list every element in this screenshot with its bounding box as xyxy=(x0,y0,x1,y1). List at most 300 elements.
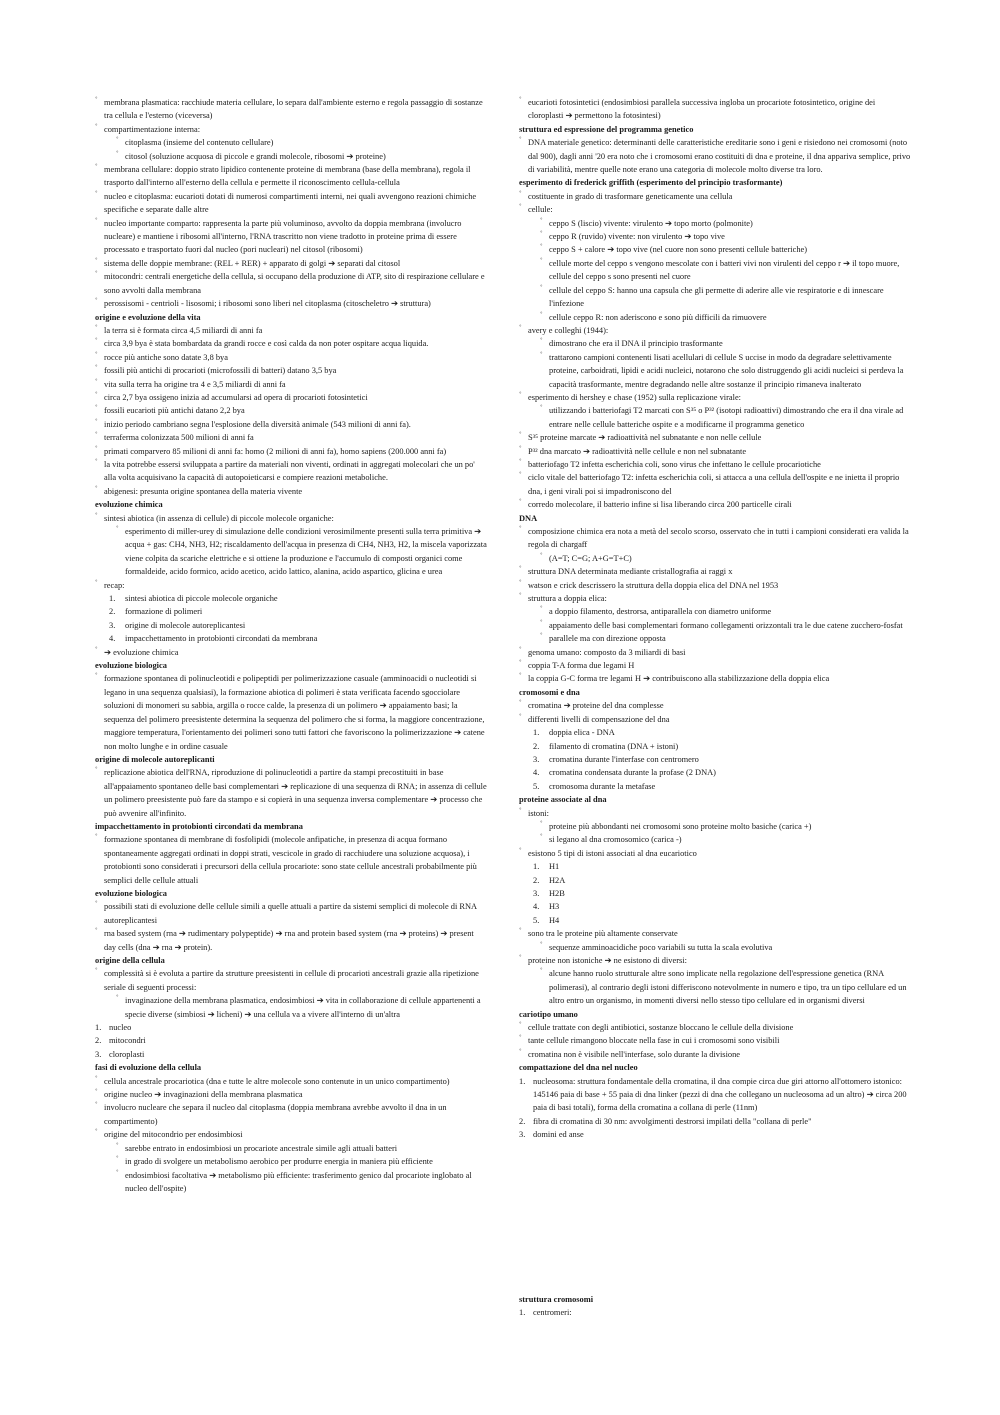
bullet-icon: ˚ xyxy=(519,498,522,508)
numbered-item xyxy=(519,1075,911,1115)
numbered-item xyxy=(519,753,911,766)
bullet-icon: ˚ xyxy=(95,927,98,937)
bullet-icon: ˚ xyxy=(116,525,119,534)
sub-bullet-item xyxy=(519,941,911,954)
bullet-item xyxy=(519,324,911,337)
bullet-icon: ˚ xyxy=(519,578,522,588)
section-heading-text: impacchettamento in protobionti circondati da membrana xyxy=(95,821,303,831)
bullet-text: fossili più antichi di procarioti (microfossili di batteri) datano 3,5 bya xyxy=(104,366,337,376)
numbered-item xyxy=(519,1306,911,1319)
bullet-icon: ˚ xyxy=(519,592,522,602)
numbered-text: H4 xyxy=(549,915,560,925)
bullet-icon: ˚ xyxy=(519,1047,522,1057)
bullet-text: corredo molecolare, il batterio infine si lisa liberando circa 200 particelle cirali xyxy=(528,500,792,510)
bullet-text: genoma umano: composto da 3 miliardi di basi xyxy=(528,647,686,657)
numbered-text: cromosoma durante la metafase xyxy=(549,781,656,791)
bullet-text: watson e crick descrissero la struttura della doppia elica del DNA nel 1953 xyxy=(528,580,779,590)
numbered-text: cloroplasti xyxy=(109,1049,145,1059)
bullet-icon: ˚ xyxy=(519,203,522,213)
numbered-text: H3 xyxy=(549,902,560,912)
bullet-icon: ˚ xyxy=(95,390,98,400)
bullet-icon: ˚ xyxy=(95,1128,98,1138)
sub-bullet-item xyxy=(519,820,911,833)
right-column xyxy=(519,96,911,1142)
bullet-text: nucleo e citoplasma: eucarioti dotati di numerosi compartimenti interni, nei quali avvengono reazioni chimiche specifiche e separate dalle altre xyxy=(104,191,477,215)
bullet-icon: ˚ xyxy=(116,136,119,146)
bullet-item xyxy=(95,1075,487,1088)
bullet-icon: ˚ xyxy=(95,377,98,387)
sub-bullet-item xyxy=(95,150,487,163)
bullet-text: compartimentazione interna: xyxy=(104,124,201,134)
numbered-item xyxy=(95,1021,487,1034)
numbered-item xyxy=(95,1048,487,1061)
bullet-item xyxy=(519,672,911,685)
numbered-item xyxy=(519,1128,911,1141)
numbered-text: mitocondri xyxy=(109,1036,146,1046)
bullet-item xyxy=(519,203,911,216)
bullet-text: struttura DNA determinata mediante cristallografia ai raggi x xyxy=(528,567,733,577)
bullet-text: citosol (soluzione acquosa di piccole e grandi molecole, ribosomi ➔ proteine) xyxy=(125,151,386,161)
bullet-icon: ˚ xyxy=(95,1074,98,1084)
numbered-item xyxy=(95,619,487,632)
bullet-item xyxy=(95,1088,487,1101)
item-number: 3. xyxy=(95,1049,102,1059)
item-number: 4. xyxy=(533,768,540,778)
bullet-text: appaiamento delle basi complementari formano collegamenti orizzontali tra le due catene zucchero-fosfat xyxy=(549,620,903,630)
bullet-text: differenti livelli di compensazione del dna xyxy=(528,714,670,724)
numbered-text: centromeri: xyxy=(533,1308,572,1318)
bullet-item xyxy=(95,646,487,659)
bullet-icon: ˚ xyxy=(519,712,522,722)
item-number: 3. xyxy=(533,754,540,764)
bullet-item xyxy=(95,337,487,350)
sub-bullet-item xyxy=(519,404,911,431)
bullet-icon: ˚ xyxy=(95,163,98,173)
bullet-icon: ˚ xyxy=(540,310,543,320)
bullet-text: costituente in grado di trasformare geneticamente una cellula xyxy=(528,191,733,201)
bullet-text: cellula ancestrale procariotica (dna e tutte le altre molecole sono contenute in un unico compartimento) xyxy=(104,1076,450,1086)
bullet-icon: ˚ xyxy=(116,1141,119,1151)
bullet-icon: ˚ xyxy=(95,404,98,414)
section-heading xyxy=(95,820,487,833)
bullet-item xyxy=(519,713,911,726)
bullet-text: primati comparvero 85 milioni di anni fa: homo (2 milioni di anni fa), homo sapiens (200.000 anni fa) xyxy=(104,446,447,456)
bullet-icon: ˚ xyxy=(519,954,522,963)
bullet-icon: ˚ xyxy=(95,417,98,427)
bullet-icon: ˚ xyxy=(95,645,98,655)
sub-bullet-item xyxy=(519,605,911,618)
sub-bullet-item xyxy=(519,632,911,645)
bullet-icon: ˚ xyxy=(540,350,543,360)
section-heading-text: origine di molecole autoreplicanti xyxy=(95,754,215,764)
bullet-text: la terra si è formata circa 4,5 miliardi di anni fa xyxy=(104,325,263,335)
bullet-icon: ˚ xyxy=(519,1034,522,1044)
bullet-icon: ˚ xyxy=(116,1155,119,1165)
bullet-icon: ˚ xyxy=(95,216,98,226)
bullet-icon: ˚ xyxy=(519,457,522,467)
numbered-item xyxy=(519,740,911,753)
numbered-text: nucleo xyxy=(109,1023,132,1033)
bullet-icon: ˚ xyxy=(540,243,543,253)
right-column-bottom xyxy=(519,1293,911,1320)
bullet-text: circa 3,9 bya è stata bombardata da grandi rocce e così calda da non poter ospitare acqua liquida. xyxy=(104,339,429,349)
bullet-icon: ˚ xyxy=(95,350,98,360)
bullet-icon: ˚ xyxy=(540,256,543,266)
section-heading-text: compattazione del dna nel nucleo xyxy=(519,1063,638,1073)
bullet-text: esperimento di hershey e chase (1952) sulla replicazione virale: xyxy=(528,392,742,402)
bullet-item xyxy=(519,136,911,176)
section-heading xyxy=(95,887,487,900)
numbered-item xyxy=(519,766,911,779)
section-heading xyxy=(95,954,487,967)
bullet-text: formazione spontanea di membrane di fosfolipidi (molecole anfipatiche, in presenza di acqua formano spontaneamente aggregati ordinati in doppi strati, vescicole in grado di racchiudere una soluzione acquosa), i protobionti sono considerati i precursori della cellula procariote: sono state cellule ancestrali probabilmente più semplici delle cellule attuali xyxy=(104,835,477,885)
bullet-icon: ˚ xyxy=(519,846,522,856)
bullet-item xyxy=(95,1128,487,1141)
bullet-icon: ˚ xyxy=(95,122,98,132)
bullet-text: rocce più antiche sono datate 3,8 bya xyxy=(104,352,228,362)
bullet-text: terraferma colonizzata 500 milioni di anni fa xyxy=(104,433,254,443)
bullet-icon: ˚ xyxy=(95,189,98,199)
bullet-text: endosimbiosi facoltativa ➔ metabolismo più efficiente: trasferimento genico dal procariote inglobato al nucleo dell'ospite) xyxy=(125,1170,472,1193)
numbered-item xyxy=(95,632,487,645)
bullet-icon: ˚ xyxy=(540,551,543,561)
bullet-icon: ˚ xyxy=(519,471,522,481)
bullet-item xyxy=(519,579,911,592)
bullet-item xyxy=(95,404,487,417)
bullet-item xyxy=(519,659,911,672)
numbered-item xyxy=(95,605,487,618)
bullet-item xyxy=(95,163,487,190)
section-heading xyxy=(519,1008,911,1021)
bullet-icon: ˚ xyxy=(519,189,522,199)
numbered-text: formazione di polimeri xyxy=(125,607,203,617)
numbered-text: doppia elica - DNA xyxy=(549,728,615,738)
bullet-icon: ˚ xyxy=(95,578,98,588)
bullet-text: complessità si è evoluta a partire da strutture preesistenti in cellule di procarioti ancestrali grazie alla ripetizione seriale di seguenti processi: xyxy=(104,969,479,992)
bullet-icon: ˚ xyxy=(519,96,522,105)
bullet-item xyxy=(95,324,487,337)
bullet-text: recap: xyxy=(104,580,125,590)
bullet-icon: ˚ xyxy=(540,216,543,226)
section-heading xyxy=(519,176,911,189)
bullet-text: sono tra le proteine più altamente conservate xyxy=(528,929,678,939)
bullet-item xyxy=(95,217,487,257)
bullet-text: esistono 5 tipi di istoni associati al dna eucariotico xyxy=(528,848,697,858)
bullet-icon: ˚ xyxy=(540,967,543,977)
bullet-icon: ˚ xyxy=(540,230,543,240)
section-heading xyxy=(519,123,911,136)
bullet-text: membrana cellulare: doppio strato lipidico contenente proteine di membrana (base della membrana), regola il trasporto dall'interno all'esterno della cellula e permette il riconoscimento cellula-cellula xyxy=(104,165,471,188)
section-heading-text: fasi di evoluzione della cellula xyxy=(95,1063,202,1073)
section-heading xyxy=(519,686,911,699)
bullet-item xyxy=(95,431,487,444)
bullet-icon: ˚ xyxy=(519,927,522,937)
bullet-text: (A=T; C=G; A+G=T+C) xyxy=(549,553,632,563)
bullet-item xyxy=(519,1021,911,1034)
item-number: 5. xyxy=(533,781,540,791)
bullet-item xyxy=(95,391,487,404)
bullet-item xyxy=(95,445,487,458)
section-heading-text: evoluzione biologica xyxy=(95,888,167,898)
bullet-text: proteine più abbondanti nei cromosomi sono proteine molto basiche (carica +) xyxy=(549,821,812,831)
numbered-text: nucleosoma: struttura fondamentale della cromatina, il dna compie circa due giri attorno all'ottomero istonico: 145146 paia di base + 55 paia di dna linker (pezzi di dna che collegano un nucleosoma ad un altro) ➔ circa 200 paia di basi totali), forma della cromatina a collana di perle (11nm) xyxy=(533,1076,907,1113)
bullet-icon: ˚ xyxy=(519,525,522,534)
bullet-item xyxy=(519,445,911,458)
numbered-item xyxy=(519,860,911,873)
bullet-text: in grado di svolgere un metabolismo aerobico per produrre energia in maniera più efficiente xyxy=(125,1157,433,1167)
bullet-text: invaginazione della membrana plasmatica, endosimbiosi ➔ vita in collaborazione di cellule appartenenti a specie diverse (simbiosi ➔ licheni) ➔ una cellula va a vivere all'interno di un'altra xyxy=(125,996,481,1019)
numbered-item xyxy=(95,592,487,605)
section-heading xyxy=(95,1061,487,1074)
bullet-text: cellule ceppo R: non aderiscono e sono più difficili da rimuovere xyxy=(549,312,767,322)
sub-bullet-item xyxy=(95,1142,487,1155)
numbered-item xyxy=(519,914,911,927)
item-number: 2. xyxy=(533,741,540,751)
section-heading-text: evoluzione chimica xyxy=(95,500,163,510)
sub-bullet-item xyxy=(519,257,911,284)
bullet-item xyxy=(519,1048,911,1061)
bullet-text: a doppio filamento, destrorsa, antiparallela con diametro uniforme xyxy=(549,607,772,617)
numbered-item xyxy=(519,780,911,793)
bullet-text: ceppo S + calore ➔ topo vive (nel cuore non sono presenti cellule batteriche) xyxy=(549,245,808,255)
bullet-icon: ˚ xyxy=(116,149,119,159)
bullet-icon: ˚ xyxy=(95,297,98,307)
bullet-icon: ˚ xyxy=(540,618,543,628)
bullet-text: mitocondri: centrali energetiche della cellula, si occupano della produzione di ATP, sito di respirazione cellulare e sono avvolti dalla membrana xyxy=(104,272,485,295)
bullet-text: P³² dna marcato ➔ radioattività nelle cellule e non nel subnatante xyxy=(528,446,747,456)
numbered-item xyxy=(519,1115,911,1128)
bullet-text: alcune hanno ruolo strutturale altre sono implicate nella regolazione dell'espressione genetica (RNA polimerasi), al contrario degli istoni differiscono notevolmente in numero e tipo, tra un tipo cellulare ed un altro entro un organismo, in momenti diversi nello stesso tipo cellulare ed in organismi diversi xyxy=(549,969,907,1006)
section-heading xyxy=(95,753,487,766)
bullet-icon: ˚ xyxy=(519,806,522,816)
bullet-item xyxy=(519,565,911,578)
section-heading-text: evoluzione biologica xyxy=(95,661,167,671)
bullet-icon: ˚ xyxy=(95,900,98,910)
item-number: 3. xyxy=(533,888,540,898)
bullet-text: ceppo R (ruvido) vivente: non virulento ➔ topo vive xyxy=(549,232,725,242)
sub-bullet-item xyxy=(519,243,911,256)
numbered-text: H2B xyxy=(549,888,565,898)
numbered-text: H1 xyxy=(549,862,560,872)
sub-bullet-item xyxy=(95,136,487,149)
bullet-icon: ˚ xyxy=(519,444,522,454)
sub-bullet-item xyxy=(519,284,911,311)
bullet-icon: ˚ xyxy=(519,699,522,709)
bullet-icon: ˚ xyxy=(95,672,98,682)
bullet-item xyxy=(519,592,911,605)
bullet-item xyxy=(519,525,911,552)
numbered-text: cromatina durante l'interfase con centromero xyxy=(549,754,699,764)
bullet-icon: ˚ xyxy=(519,565,522,575)
bullet-text: ➔ evoluzione chimica xyxy=(104,647,179,657)
sub-bullet-item xyxy=(95,994,487,1021)
bullet-icon: ˚ xyxy=(540,404,543,414)
bullet-item xyxy=(95,418,487,431)
bullet-text: circa 2,7 bya ossigeno inizia ad accumularsi ad opera di procarioti fotosintetici xyxy=(104,392,368,402)
bullet-item xyxy=(519,954,911,967)
bullet-text: cellule morte del ceppo s vengono mescolate con i batteri vivi non virulenti del ceppo r ➔ il topo muore, cellule del ceppo s sono presenti nel cuore xyxy=(549,258,900,282)
bullet-icon: ˚ xyxy=(116,1168,119,1178)
item-number: 2. xyxy=(519,1116,526,1126)
bullet-text: nucleo importante comparto: rappresenta la parte più voluminoso, avvolto da doppia membrana (involucro nucleare) e mantiene i ribosomi all'interno, l'RNA trascritto non viene tradotto in proteine prima di essere processato e trasportato fuori dal nucleo (pori nucleari) nel citosol (ribosomi) xyxy=(104,218,462,255)
bullet-text: esperimento di miller-urey di simulazione delle condizioni verosimilmente presenti sulla terra primitiva ➔ acqua + gas: CH4, NH3, H2; riscaldamento dell'acqua in presenza di CH4, NH3, H2, la miscela vaporizzata viene colpita da scariche elettriche e si ottiene la produzione e l'accumulo di composti organici come formaldeide, acido formico, acido acetico, acido lattico, alanina, acido aspartico, glicina e urea xyxy=(125,527,487,577)
section-heading xyxy=(519,512,911,525)
numbered-text: sintesi abiotica di piccole molecole organiche xyxy=(125,594,278,604)
item-number: 1. xyxy=(533,728,540,738)
bullet-icon: ˚ xyxy=(519,390,522,400)
bullet-item xyxy=(519,391,911,404)
bullet-item xyxy=(95,766,487,820)
bullet-text: perossisomi - centrioli - lisosomi; i ribosomi sono liberi nel citoplasma (citoscheletro ➔ struttura) xyxy=(104,299,431,309)
bullet-icon: ˚ xyxy=(116,994,119,1004)
bullet-icon: ˚ xyxy=(95,323,98,333)
sub-bullet-item xyxy=(519,311,911,324)
bullet-text: formazione spontanea di polinucleotidi e polipeptidi per polimerizzazione casuale (amminoacidi o nucleotidi si legano in una sequenza qualsiasi), la formazione abiotica di polimeri è stata verificata facendo sgocciolare soluzioni di monomeri su sabbia, argilla o rocce calde, la presenza di un polimero ➔ appaiamento basi; la sequenza del polimero preesistente determina la sequenza del polimero che si forma, la maggiore concentrazione, maggiore temperatura, l'orientamento dei polimeri sono tutti fattori che favoriscono la polimerizzazione ➔ catene non molto lunghe e in ordine casuale xyxy=(104,674,485,751)
bullet-icon: ˚ xyxy=(95,766,98,776)
bullet-item xyxy=(95,96,487,123)
bullet-item xyxy=(95,927,487,954)
bullet-icon: ˚ xyxy=(95,270,98,280)
bullet-text: sequenze amminoacidiche poco variabili su tutta la scala evolutiva xyxy=(549,942,773,952)
bullet-icon: ˚ xyxy=(95,457,98,467)
bullet-text: S³⁵ proteine marcate ➔ radioattività nel subnatante e non nelle cellule xyxy=(528,433,762,443)
bullet-item xyxy=(95,297,487,310)
bullet-icon: ˚ xyxy=(519,431,522,441)
bullet-icon: ˚ xyxy=(95,833,98,843)
bullet-item xyxy=(95,364,487,377)
bullet-icon: ˚ xyxy=(95,444,98,454)
bullet-icon: ˚ xyxy=(519,136,522,146)
bullet-text: parallele ma con direzione opposta xyxy=(549,634,666,644)
numbered-text: fibra di cromatina di 30 nm: avvolgimenti destrorsi impilati della "collana di perle" xyxy=(533,1116,812,1126)
bullet-text: ceppo S (liscio) vivente: virulento ➔ topo morto (polmonite) xyxy=(549,218,753,228)
numbered-text: origine di molecole autoreplicantesi xyxy=(125,620,246,630)
bullet-item xyxy=(95,672,487,752)
bullet-item xyxy=(95,512,487,525)
section-heading xyxy=(95,659,487,672)
bullet-text: avery e colleghi (1944): xyxy=(528,325,609,335)
section-heading-text: origine della cellula xyxy=(95,956,165,965)
bullet-item xyxy=(95,833,487,887)
item-number: 2. xyxy=(109,607,116,617)
bullet-icon: ˚ xyxy=(540,632,543,642)
bullet-icon: ˚ xyxy=(519,672,522,682)
item-number: 4. xyxy=(109,634,116,644)
bullet-item xyxy=(519,1034,911,1047)
bullet-text: origine del mitocondrio per endosimbiosi xyxy=(104,1130,243,1140)
bullet-text: membrana plasmatica: racchiude materia cellulare, lo separa dall'ambiente esterno e regola passaggio di sostanze tra cellula e l'esterno (viceversa) xyxy=(104,98,483,121)
item-number: 1. xyxy=(533,862,540,872)
bullet-icon: ˚ xyxy=(95,431,98,441)
bullet-text: la vita potrebbe essersi sviluppata a partire da materiali non viventi, ordinati in aggregati molecolari che un po' alla volta acquisivano la capacità di autopoieticarsi e compiere reazioni metaboliche. xyxy=(104,459,475,483)
bullet-text: DNA materiale genetico: determinanti delle caratteristiche ereditarie sono i geni e risiedono nei cromosomi (noto dal 900), dagli anni '20 era noto che i cromosomi erano costituiti di dna e proteine, il dna appariva semplice, privo di variabilità, mentre quelle note erano una categoria di molecole molto diverse tra loro. xyxy=(528,138,911,175)
bullet-item xyxy=(519,646,911,659)
sub-bullet-item xyxy=(519,351,911,391)
bullet-icon: ˚ xyxy=(95,364,98,374)
sub-bullet-item xyxy=(95,1169,487,1196)
sub-bullet-item xyxy=(519,217,911,230)
item-number: 2. xyxy=(533,875,540,885)
bullet-icon: ˚ xyxy=(95,484,98,494)
sub-bullet-item xyxy=(519,230,911,243)
bullet-text: origine nucleo ➔ invaginazioni della membrana plasmatica xyxy=(104,1090,303,1100)
bullet-icon: ˚ xyxy=(95,337,98,347)
left-column xyxy=(95,96,487,1195)
bullet-text: abigenesi: presunta origine spontanea della materia vivente xyxy=(104,486,303,496)
bullet-text: cellule: xyxy=(528,205,553,215)
item-number: 1. xyxy=(109,594,116,604)
item-number: 1. xyxy=(95,1023,102,1033)
bullet-item xyxy=(519,699,911,712)
bullet-text: cellule trattate con degli antibiotici, sostanze bloccano le cellule della divisione xyxy=(528,1023,794,1033)
section-heading-text: struttura cromosomi xyxy=(519,1295,594,1304)
section-heading xyxy=(519,1061,911,1074)
bullet-icon: ˚ xyxy=(95,96,98,105)
bullet-text: fossili eucarioti più antichi datano 2,2 bya xyxy=(104,406,245,416)
bullet-text: sarebbe entrato in endosimbiosi un procariote ancestrale simile agli attuali batteri xyxy=(125,1143,398,1153)
section-heading xyxy=(519,1293,911,1306)
section-heading-text: esperimento di frederick griffith (esperimento del principio trasformante) xyxy=(519,178,783,188)
bullet-text: proteine non istoniche ➔ ne esistono di diversi: xyxy=(528,956,687,965)
bullet-icon: ˚ xyxy=(519,645,522,655)
bullet-item xyxy=(519,431,911,444)
bullet-item xyxy=(95,123,487,136)
numbered-item xyxy=(519,887,911,900)
section-heading xyxy=(519,793,911,806)
numbered-item xyxy=(519,900,911,913)
bullet-icon: ˚ xyxy=(519,323,522,333)
bullet-text: sistema delle doppie membrane: (REL + RER) + apparato di golgi ➔ separati dal citosol xyxy=(104,258,401,268)
bullet-text: cellule del ceppo S: hanno una capsula che gli permette di aderire alle vie respiratorie e di innescare l'infezione xyxy=(549,285,884,309)
item-number: 5. xyxy=(533,915,540,925)
bullet-item xyxy=(519,847,911,860)
sub-bullet-item xyxy=(519,552,911,565)
bullet-text: rna based system (rna ➔ rudimentary polypeptide) ➔ rna and protein based system (rna ➔ proteins) ➔ present day cells (dna ➔ rna ➔ protein). xyxy=(104,929,474,952)
bullet-item xyxy=(95,378,487,391)
bullet-item xyxy=(519,498,911,511)
bullet-icon: ˚ xyxy=(95,256,98,266)
bullet-text: struttura a doppia elica: xyxy=(528,594,607,604)
bullet-item xyxy=(95,351,487,364)
bullet-text: involucro nucleare che separa il nucleo dal citoplasma (doppia membrana avrebbe avvolto il dna in un compartimento) xyxy=(104,1103,447,1126)
bullet-text: replicazione abiotica dell'RNA, riproduzione di polinucleotidi a partire da stampi precostituiti in base all'appaiamento spontaneo delle basi complementari ➔ replicazione di una sequenza di RNA; in assenza di cellule un polimero preesistente può fare da stampo e si copierà in una sequenza inversa complementare ➔ processo che può avvenire all'infinito. xyxy=(104,768,487,818)
bullet-icon: ˚ xyxy=(95,511,98,521)
bullet-text: composizione chimica era nota a metà del secolo scorso, osservato che in tutti i campioni considerati era valida la regola di chargaff xyxy=(528,527,909,550)
section-heading-text: cariotipo umano xyxy=(519,1009,578,1019)
section-heading-text: proteine associate al dna xyxy=(519,795,607,805)
bullet-text: cromatina non è visibile nell'interfase, solo durante la divisione xyxy=(528,1049,740,1059)
section-heading-text: origine e evoluzione della vita xyxy=(95,312,201,322)
sub-bullet-item xyxy=(519,967,911,1007)
bullet-text: la coppia G-C forma tre legami H ➔ contribuiscono alla stabilizzazione della doppia elica xyxy=(528,674,830,684)
bullet-icon: ˚ xyxy=(540,833,543,843)
numbered-text: filamento di cromatina (DNA + istoni) xyxy=(549,741,679,751)
numbered-text: H2A xyxy=(549,875,566,885)
section-heading-text: DNA xyxy=(519,513,538,523)
item-number: 2. xyxy=(95,1036,102,1046)
bullet-icon: ˚ xyxy=(540,940,543,950)
item-number: 4. xyxy=(533,902,540,912)
bullet-text: istoni: xyxy=(528,808,549,818)
bullet-text: si legano al dna cromosomico (carica -) xyxy=(549,835,682,845)
bullet-text: vita sulla terra ha origine tra 4 e 3,5 miliardi di anni fa xyxy=(104,379,286,389)
numbered-text: domini ed anse xyxy=(533,1130,584,1140)
sub-bullet-item xyxy=(95,525,487,579)
item-number: 1. xyxy=(519,1308,526,1318)
sub-bullet-item xyxy=(95,1155,487,1168)
bullet-item xyxy=(95,1101,487,1128)
numbered-text: cromatina condensata durante la profase (2 DNA) xyxy=(549,768,716,778)
